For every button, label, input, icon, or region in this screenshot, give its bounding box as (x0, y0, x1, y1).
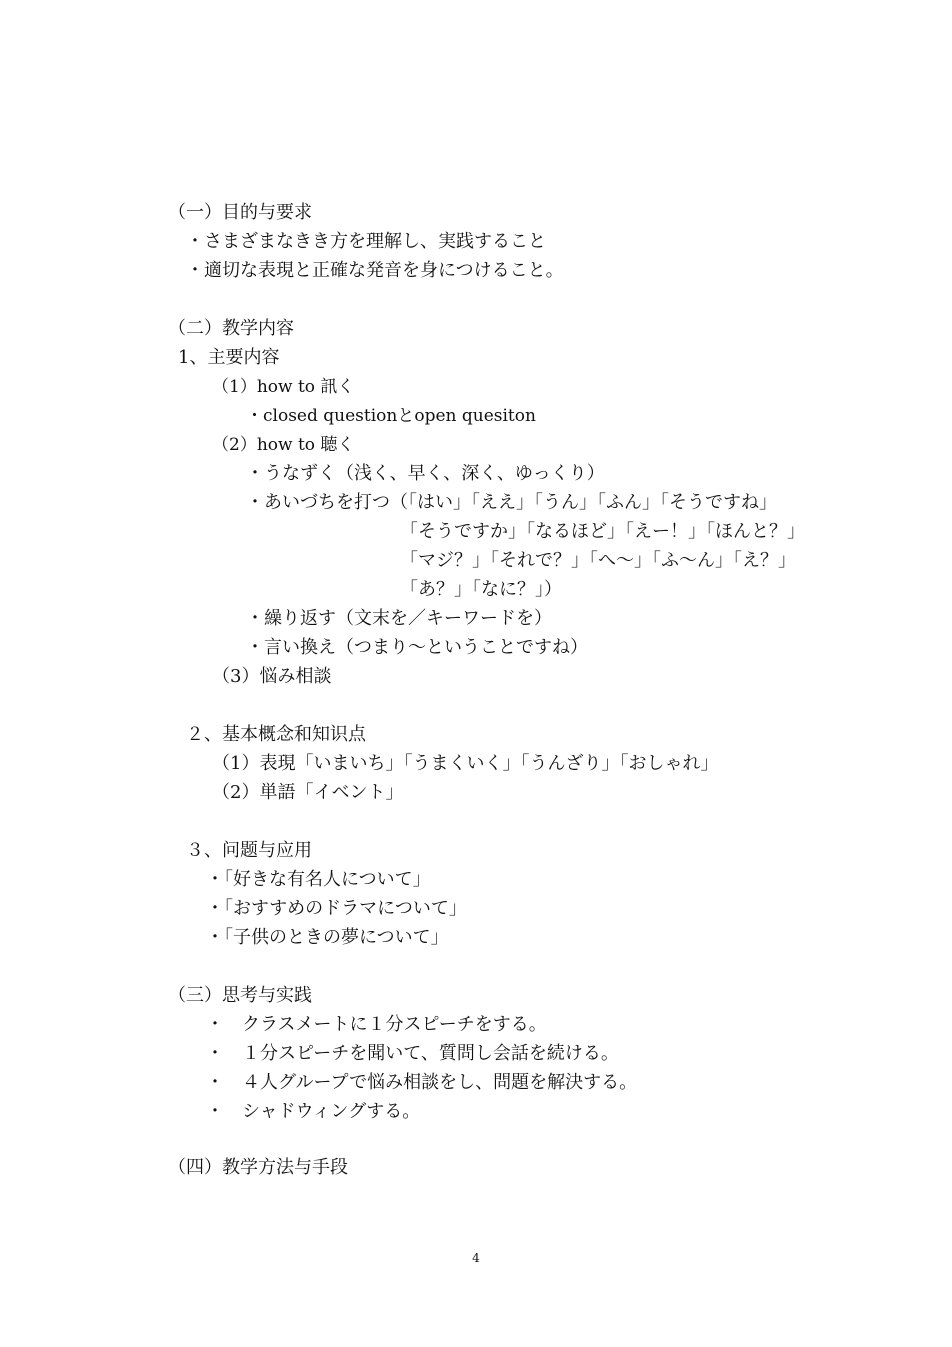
concept-item: （1）表現「いまいち」「うまくいく」「うんざり」「おしゃれ」 (212, 753, 719, 774)
item-bullet: ・closed questionとopen quesiton (246, 406, 536, 426)
section-3-heading: （三）思考与实践 (168, 985, 312, 1006)
subsection-main-content-heading: 1、主要内容 (178, 347, 280, 368)
section-1-item: ・適切な表現と正確な発音を身につけること。 (186, 260, 564, 281)
concept-item: （2）単語「イベント」 (212, 782, 404, 803)
section-2-heading: （二）教学内容 (168, 318, 294, 339)
section-4-heading: （四）教学方法与手段 (168, 1157, 348, 1178)
section-1-item: ・さまざまなきき方を理解し、実践すること (186, 231, 546, 252)
item-bullet-continuation: 「マジ？」「それで？」「へ～」「ふ～ん」「え？」 (400, 550, 796, 571)
item-bullet-continuation: 「あ？」「なに？」） (400, 579, 562, 600)
item-how-to-listen: （2）how to 聴く (212, 435, 355, 455)
item-bullet: ・あいづちを打つ（「はい」「ええ」「うん」「ふん」「そうですね」 (246, 492, 777, 513)
subsection-questions-heading: ３、问题与应用 (186, 840, 312, 861)
item-bullet: ・繰り返す（文末を／キーワードを） (246, 608, 552, 629)
item-bullet: ・言い換え（つまり～ということですね） (246, 637, 588, 658)
item-consultation: （3）悩み相談 (212, 666, 332, 687)
section-1-heading: （一）目的与要求 (168, 202, 312, 223)
page-number: 4 (472, 1251, 480, 1265)
practice-item: ・ ４人グループで悩み相談をし、問題を解決する。 (206, 1072, 638, 1093)
subsection-concepts-heading: ２、基本概念和知识点 (186, 724, 366, 745)
question-item: ・「おすすめのドラマについて」 (206, 898, 467, 919)
question-item: ・「好きな有名人について」 (206, 869, 431, 890)
practice-item: ・ シャドウィングする。 (206, 1101, 421, 1122)
item-bullet: ・うなずく（浅く、早く、深く、ゆっくり） (246, 463, 605, 484)
item-how-to-ask: （1）how to 訊く (212, 377, 355, 397)
item-bullet-continuation: 「そうですか」「なるほど」「えー！」「ほんと？」 (400, 521, 805, 542)
practice-item: ・ １分スピーチを聞いて、質問し会話を続ける。 (206, 1043, 619, 1064)
question-item: ・「子供のときの夢について」 (206, 927, 449, 948)
practice-item: ・ クラスメートに１分スピーチをする。 (206, 1014, 547, 1035)
